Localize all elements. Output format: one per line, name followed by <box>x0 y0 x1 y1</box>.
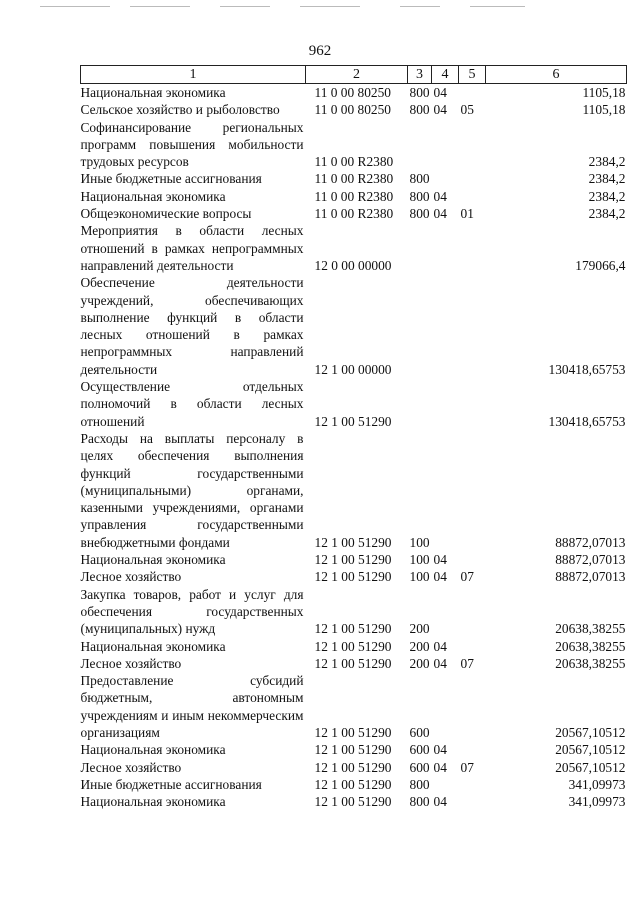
row-subsection-cell <box>459 378 486 430</box>
row-code-cell: 12 1 00 51290 <box>314 413 392 429</box>
row-code-cell: 12 1 00 51290 <box>314 776 392 792</box>
row-subsection-cell <box>459 551 486 568</box>
scan-edge-marks <box>0 6 640 8</box>
row-expense-type-cell: 800 <box>409 206 430 222</box>
row-expense-type-cell: 600 <box>409 724 430 740</box>
row-name-cell: Лесное хозяйство <box>80 569 182 585</box>
header-col-2: 2 <box>306 66 408 84</box>
row-section-cell <box>432 586 459 638</box>
row-expense-type-cell: 800 <box>409 776 430 792</box>
row-section-cell <box>432 378 459 430</box>
row-name-cell: Национальная экономика <box>80 188 226 204</box>
row-code-cell: 11 0 00 R2380 <box>314 171 394 187</box>
budget-table-container <box>80 65 626 810</box>
row-code-cell: 11 0 00 80250 <box>314 102 391 118</box>
table-row <box>81 759 627 776</box>
header-row <box>81 66 627 84</box>
table-row <box>81 741 627 758</box>
row-code-cell: 12 1 00 51290 <box>314 724 392 740</box>
row-name-cell: Национальная экономика <box>80 85 226 100</box>
row-subsection-cell <box>459 274 486 378</box>
row-amount-cell: 20567,10512 <box>555 742 626 758</box>
row-section-cell <box>432 430 459 551</box>
row-subsection-cell: 07 <box>460 759 474 775</box>
table-row <box>81 793 627 810</box>
row-expense-type-cell: 200 <box>409 621 430 637</box>
row-section-cell: 04 <box>433 759 447 775</box>
row-expense-type-cell: 800 <box>409 794 430 810</box>
row-name-cell: Национальная экономика <box>80 794 226 810</box>
row-expense-type-cell: 100 <box>409 552 430 568</box>
row-name-cell: Общеэкономические вопросы <box>80 206 252 222</box>
row-section-cell: 04 <box>433 206 447 222</box>
row-name-cell: Национальная экономика <box>80 638 226 654</box>
row-name-cell: Лесное хозяйство <box>80 759 182 775</box>
row-amount-cell: 20567,10512 <box>555 724 626 740</box>
row-subsection-cell <box>459 222 486 274</box>
table-row <box>81 568 627 585</box>
row-amount-cell: 341,09973 <box>568 794 626 810</box>
row-amount-cell: 2384,2 <box>588 171 626 187</box>
table-row <box>81 274 627 378</box>
row-section-cell: 04 <box>433 188 447 204</box>
row-amount-cell: 130418,65753 <box>548 413 626 429</box>
row-section-cell: 04 <box>433 794 447 810</box>
row-subsection-cell <box>459 119 486 171</box>
row-name-cell: Иные бюджетные ассигнования <box>80 171 262 187</box>
table-row <box>81 551 627 568</box>
table-row <box>81 205 627 222</box>
row-name-cell: Осуществление отдельных полномочий в области лесных отношений <box>80 379 304 429</box>
row-expense-type-cell: 200 <box>409 638 430 654</box>
row-section-cell: 04 <box>433 655 447 671</box>
row-code-cell: 11 0 00 R2380 <box>314 154 394 170</box>
row-expense-type-cell: 200 <box>409 655 430 671</box>
row-subsection-cell: 07 <box>460 655 474 671</box>
row-code-cell: 12 1 00 51290 <box>314 552 392 568</box>
row-section-cell <box>432 119 459 171</box>
row-section-cell: 04 <box>433 742 447 758</box>
row-amount-cell: 20567,10512 <box>555 759 626 775</box>
header-col-5: 5 <box>459 66 486 84</box>
row-amount-cell: 20638,38255 <box>555 655 626 671</box>
row-code-cell: 11 0 00 80250 <box>314 85 391 100</box>
row-name-cell: Закупка товаров, работ и услуг для обеспечения государственных (муниципальных) нужд <box>80 586 304 637</box>
row-section-cell <box>432 672 459 741</box>
row-amount-cell: 88872,07013 <box>555 569 626 585</box>
row-name-cell: Иные бюджетные ассигнования <box>80 776 262 792</box>
row-subsection-cell <box>459 188 486 205</box>
row-expense-type-cell <box>408 222 432 274</box>
row-expense-type-cell <box>408 274 432 378</box>
row-section-cell: 04 <box>433 85 447 100</box>
table-row <box>81 586 627 638</box>
row-amount-cell: 88872,07013 <box>555 534 626 550</box>
page-number: 962 <box>308 43 332 59</box>
row-subsection-cell: 07 <box>460 569 474 585</box>
row-amount-cell: 20638,38255 <box>555 638 626 654</box>
table-row <box>81 378 627 430</box>
row-name-cell: Лесное хозяйство <box>80 655 182 671</box>
row-section-cell <box>432 776 459 793</box>
header-col-1: 1 <box>81 66 306 84</box>
budget-table <box>80 65 627 810</box>
row-code-cell: 12 1 00 51290 <box>314 759 392 775</box>
row-section-cell <box>432 170 459 187</box>
row-expense-type-cell <box>408 378 432 430</box>
row-code-cell: 12 1 00 51290 <box>314 534 392 550</box>
row-code-cell: 12 1 00 51290 <box>314 638 392 654</box>
row-expense-type-cell: 800 <box>409 102 430 118</box>
row-amount-cell: 1105,18 <box>582 85 626 100</box>
row-code-cell: 12 0 00 00000 <box>314 257 392 273</box>
row-section-cell: 04 <box>433 638 447 654</box>
row-amount-cell: 20638,38255 <box>555 621 626 637</box>
row-subsection-cell <box>459 430 486 551</box>
row-amount-cell: 1105,18 <box>582 102 626 118</box>
row-subsection-cell <box>459 672 486 741</box>
row-expense-type-cell: 100 <box>409 569 430 585</box>
table-body <box>81 84 627 811</box>
row-expense-type-cell: 800 <box>409 188 430 204</box>
row-expense-type-cell: 800 <box>409 171 430 187</box>
row-amount-cell: 130418,65753 <box>548 361 626 377</box>
row-name-cell: Расходы на выплаты персоналу в целях обеспечения выполнения функций государственными (муниципальными) органами, казенными учреждениями, органами управления государственными внебюджетными фондами <box>80 430 304 550</box>
row-name-cell: Национальная экономика <box>80 552 226 568</box>
row-amount-cell: 2384,2 <box>588 188 626 204</box>
row-code-cell: 11 0 00 R2380 <box>314 188 394 204</box>
row-code-cell: 12 1 00 00000 <box>314 361 392 377</box>
row-subsection-cell <box>459 586 486 638</box>
row-subsection-cell <box>459 741 486 758</box>
table-row <box>81 430 627 551</box>
row-section-cell: 04 <box>433 569 447 585</box>
row-subsection-cell <box>459 638 486 655</box>
table-row <box>81 222 627 274</box>
table-row <box>81 188 627 205</box>
row-section-cell: 04 <box>433 102 447 118</box>
row-expense-type-cell: 100 <box>409 534 430 550</box>
row-amount-cell: 2384,2 <box>588 154 626 170</box>
row-section-cell: 04 <box>433 552 447 568</box>
row-code-cell: 12 1 00 51290 <box>314 655 392 671</box>
row-amount-cell: 88872,07013 <box>555 552 626 568</box>
table-row <box>81 672 627 741</box>
row-subsection-cell: 01 <box>460 206 474 222</box>
table-row <box>81 101 627 118</box>
row-name-cell: Обеспечение деятельности учреждений, обеспечивающих выполнение функций в области лесных отношений в рамках непрограммных направлений деятельности <box>80 275 304 377</box>
row-subsection-cell: 05 <box>460 102 474 118</box>
row-amount-cell: 2384,2 <box>588 206 626 222</box>
row-amount-cell: 179066,4 <box>575 257 626 273</box>
row-amount-cell: 341,09973 <box>568 776 626 792</box>
table-header <box>81 66 627 84</box>
table-row <box>81 638 627 655</box>
row-subsection-cell <box>459 776 486 793</box>
row-name-cell: Сельское хозяйство и рыболовство <box>80 102 280 118</box>
row-code-cell: 12 1 00 51290 <box>314 742 392 758</box>
row-code-cell: 12 1 00 51290 <box>314 621 392 637</box>
row-expense-type-cell <box>408 119 432 171</box>
row-code-cell: 11 0 00 R2380 <box>314 206 394 222</box>
table-row <box>81 655 627 672</box>
row-name-cell: Софинансирование региональных программ повышения мобильности трудовых ресурсов <box>80 119 304 170</box>
row-section-cell <box>432 222 459 274</box>
header-col-6: 6 <box>486 66 627 84</box>
row-expense-type-cell: 600 <box>409 742 430 758</box>
row-subsection-cell <box>459 84 486 102</box>
row-name-cell: Национальная экономика <box>80 742 226 758</box>
row-name-cell: Мероприятия в области лесных отношений в рамках непрограммных направлений деятельности <box>80 223 304 273</box>
table-row <box>81 119 627 171</box>
row-expense-type-cell: 600 <box>409 759 430 775</box>
table-row <box>81 170 627 187</box>
row-subsection-cell <box>459 793 486 810</box>
row-code-cell: 12 1 00 51290 <box>314 569 392 585</box>
row-subsection-cell <box>459 170 486 187</box>
table-row <box>81 776 627 793</box>
table-row <box>81 84 627 102</box>
row-code-cell: 12 1 00 51290 <box>314 794 392 810</box>
row-name-cell: Предоставление субсидий бюджетным, автономным учреждениям и иным некоммерческим организациям <box>80 673 304 740</box>
header-col-4: 4 <box>432 66 459 84</box>
header-col-3: 3 <box>408 66 432 84</box>
row-expense-type-cell: 800 <box>409 85 430 100</box>
row-section-cell <box>432 274 459 378</box>
